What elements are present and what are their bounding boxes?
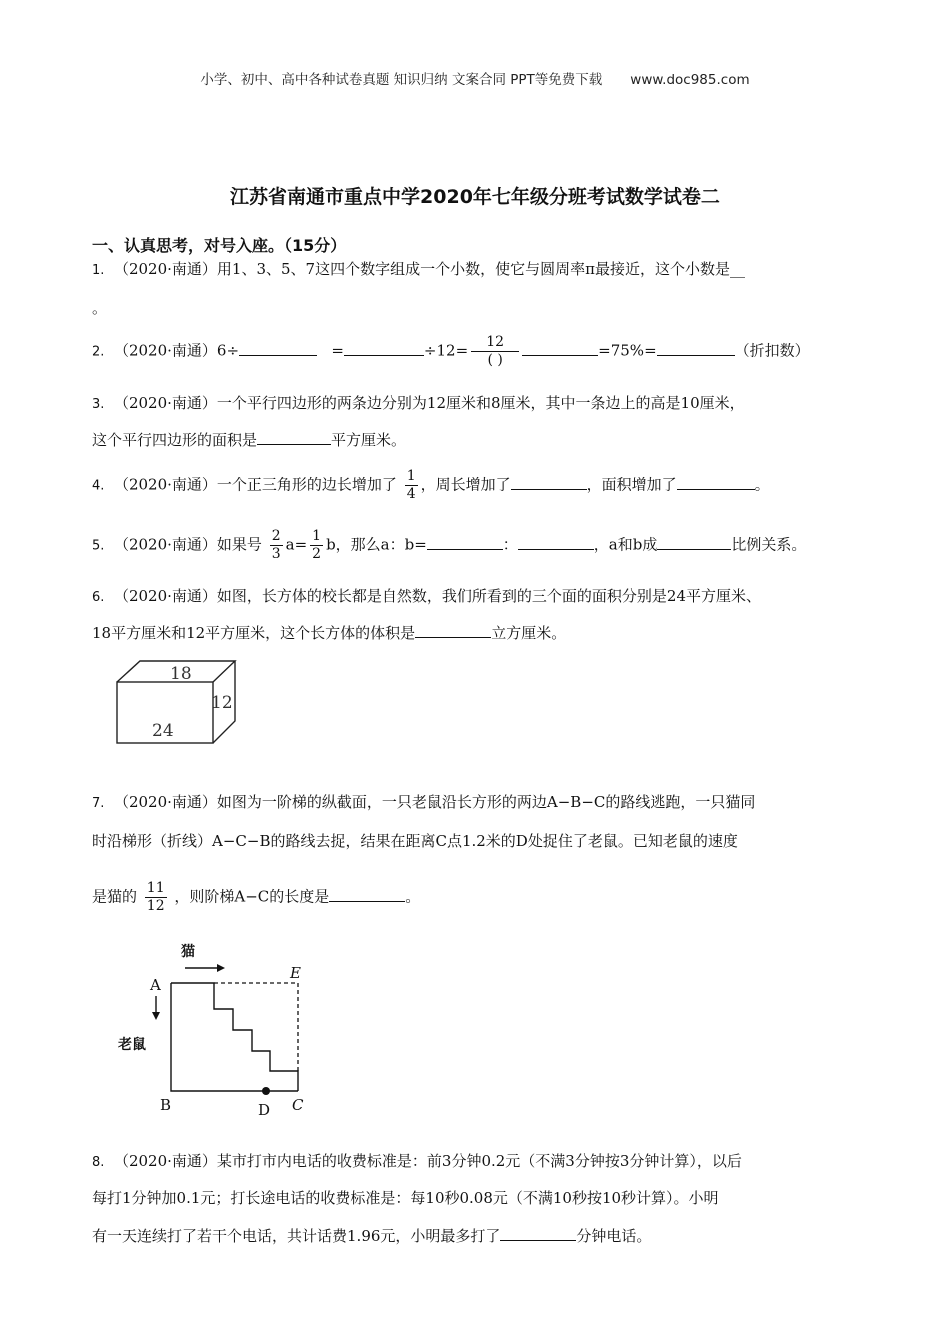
q3-line1: 3. （2020·南通）一个平行四边形的两条边分别为12厘米和8厘米，其中一条边上的高是10厘米， (92, 394, 745, 412)
staircase-outline (171, 983, 298, 1091)
mouse-arrow-head (152, 1012, 160, 1020)
cuboid-figure (110, 656, 245, 748)
q4-line: 4. （2020·南通）一个正三角形的边长增加了 $\frac{1}{4}$ ，周长增加了 ，面积增加了 。 (92, 468, 770, 502)
q8-line2: 每打1分钟加0.1元；打长途电话的收费标准是：每10秒0.08元（不满10秒按10秒计算）。小明 (92, 1189, 719, 1207)
answer-blank[interactable] (329, 887, 405, 902)
mouse-label: 老鼠 (118, 1037, 146, 1053)
fraction: $\frac{1}{2}$ (312, 528, 322, 562)
answer-blank[interactable] (427, 535, 503, 550)
answer-blank[interactable] (677, 475, 755, 490)
q2-line: 2. （2020·南通）6÷ = ÷12= $\frac{12}{( )}$ =75%= （折扣数） (92, 334, 810, 368)
cuboid-front-label: 24 (152, 721, 174, 741)
fraction: $\frac{12}{( )}$ (471, 334, 519, 369)
cat-arrow-head (217, 964, 225, 972)
answer-blank[interactable] (657, 535, 731, 550)
section-heading: 一、认真思考，对号入座。（15分） (92, 236, 347, 255)
q1-line1: 1. （2020·南通）用1、3、5、7这四个数字组成一个小数，使它与圆周率π最接近，这个小数是__ (92, 260, 745, 278)
q8-line1: 8. （2020·南通）某市打市内电话的收费标准是：前3分钟0.2元（不满3分钟按3分钟计算），以后 (92, 1152, 742, 1170)
fraction: $\frac{2}{3}$ (271, 528, 281, 562)
point-a-label: A (150, 976, 161, 994)
page-header (0, 68, 950, 88)
cuboid-top-label: 18 (170, 664, 192, 684)
point-b-label: B (160, 1096, 172, 1114)
q5-line: 5. （2020·南通）如果号 $\frac{2}{3}$ a= $\frac{1}{2}$ b，那么a：b= ： ，a和b成 比例关系。 (92, 528, 807, 562)
point-d-dot (262, 1087, 270, 1095)
answer-blank[interactable] (344, 341, 424, 356)
header-text: 小学、初中、高中各种试卷真题 知识归纳 文案合同 PPT等免费下载 (200, 72, 603, 88)
cuboid-side-label: 12 (211, 693, 233, 713)
answer-blank[interactable] (522, 341, 598, 356)
answer-blank[interactable] (500, 1226, 576, 1241)
cat-label: 猫 (181, 944, 195, 960)
answer-blank[interactable] (415, 623, 491, 638)
q1-line2: 。 (92, 299, 108, 317)
answer-blank[interactable] (239, 341, 317, 356)
q7-line3: 是猫的 $\frac{11}{12}$ ，则阶梯A−C的长度是 。 (92, 880, 421, 914)
header-site[interactable]: www.doc985.com (630, 72, 750, 88)
q7-line2: 时沿梯形（折线）A−C−B的路线去捉，结果在距离C点1.2米的D处捉住了老鼠。已知老鼠的速度 (92, 832, 738, 850)
q8-line3: 有一天连续打了若干个电话，共计话费1.96元，小明最多打了 分钟电话。 (92, 1227, 652, 1245)
q6-line2: 18平方厘米和12平方厘米，这个长方体的体积是 立方厘米。 (92, 624, 567, 642)
q7-line1: 7. （2020·南通）如图为一阶梯的纵截面，一只老鼠沿长方形的两边A−B−C的路线逃跑，一只猫同 (92, 793, 756, 811)
q6-line1: 6. （2020·南通）如图，长方体的校长都是自然数，我们所看到的三个面的面积分别是24平方厘米、 (92, 587, 761, 605)
point-e-label: E (290, 964, 301, 982)
answer-blank[interactable] (657, 341, 735, 356)
fraction: $\frac{1}{4}$ (406, 468, 416, 502)
q3-line2: 这个平行四边形的面积是 平方厘米。 (92, 431, 407, 449)
fraction: $\frac{11}{12}$ (146, 880, 165, 914)
staircase-figure (108, 938, 320, 1120)
answer-blank[interactable] (511, 475, 587, 490)
answer-blank[interactable] (518, 535, 594, 550)
path-a-b-c (171, 983, 298, 1091)
answer-blank[interactable] (257, 430, 331, 445)
page-title: 江苏省南通市重点中学2020年七年级分班考试数学试卷二 (230, 186, 720, 208)
point-c-label: C (292, 1096, 304, 1114)
point-d-label: D (258, 1101, 271, 1119)
